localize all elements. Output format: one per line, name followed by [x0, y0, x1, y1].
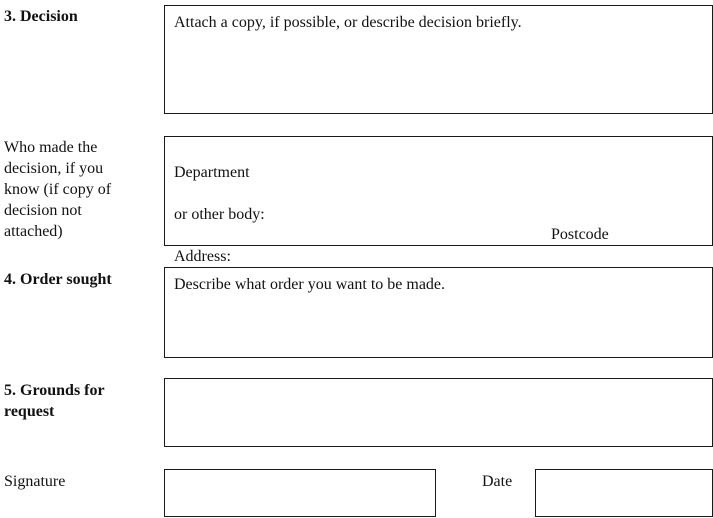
who-made-label-line: know (if copy of	[4, 181, 112, 198]
signature-field[interactable]	[164, 469, 436, 517]
order-sought-field[interactable]	[164, 267, 713, 358]
postcode-label: Postcode	[551, 226, 609, 243]
who-made-label	[4, 137, 111, 242]
grounds-heading-line: request	[4, 403, 55, 420]
who-made-label-line: attached)	[4, 223, 63, 240]
address-label: Address:	[174, 248, 231, 265]
department-label: Department	[174, 164, 250, 181]
decision-hint: Attach a copy, if possible, or describe decision briefly.	[174, 14, 522, 31]
who-made-label-line: decision, if you	[4, 160, 104, 177]
order-sought-hint: Describe what order you want to be made.	[174, 276, 446, 293]
who-made-label-line: Who made the	[4, 139, 98, 156]
date-label: Date	[482, 473, 513, 490]
grounds-heading	[4, 380, 105, 422]
decision-maker-field[interactable]	[164, 136, 713, 265]
who-made-label-line: decision not	[4, 202, 82, 219]
decision-field[interactable]	[164, 5, 713, 114]
decision-maker-lines	[174, 141, 265, 288]
decision-heading: 3. Decision	[4, 8, 78, 25]
grounds-heading-line: 5. Grounds for	[4, 382, 105, 399]
date-field[interactable]	[535, 469, 713, 517]
order-sought-heading: 4. Order sought	[4, 271, 112, 288]
other-body-label: or other body:	[174, 206, 265, 223]
grounds-field[interactable]	[164, 378, 713, 447]
signature-label: Signature	[4, 473, 66, 490]
